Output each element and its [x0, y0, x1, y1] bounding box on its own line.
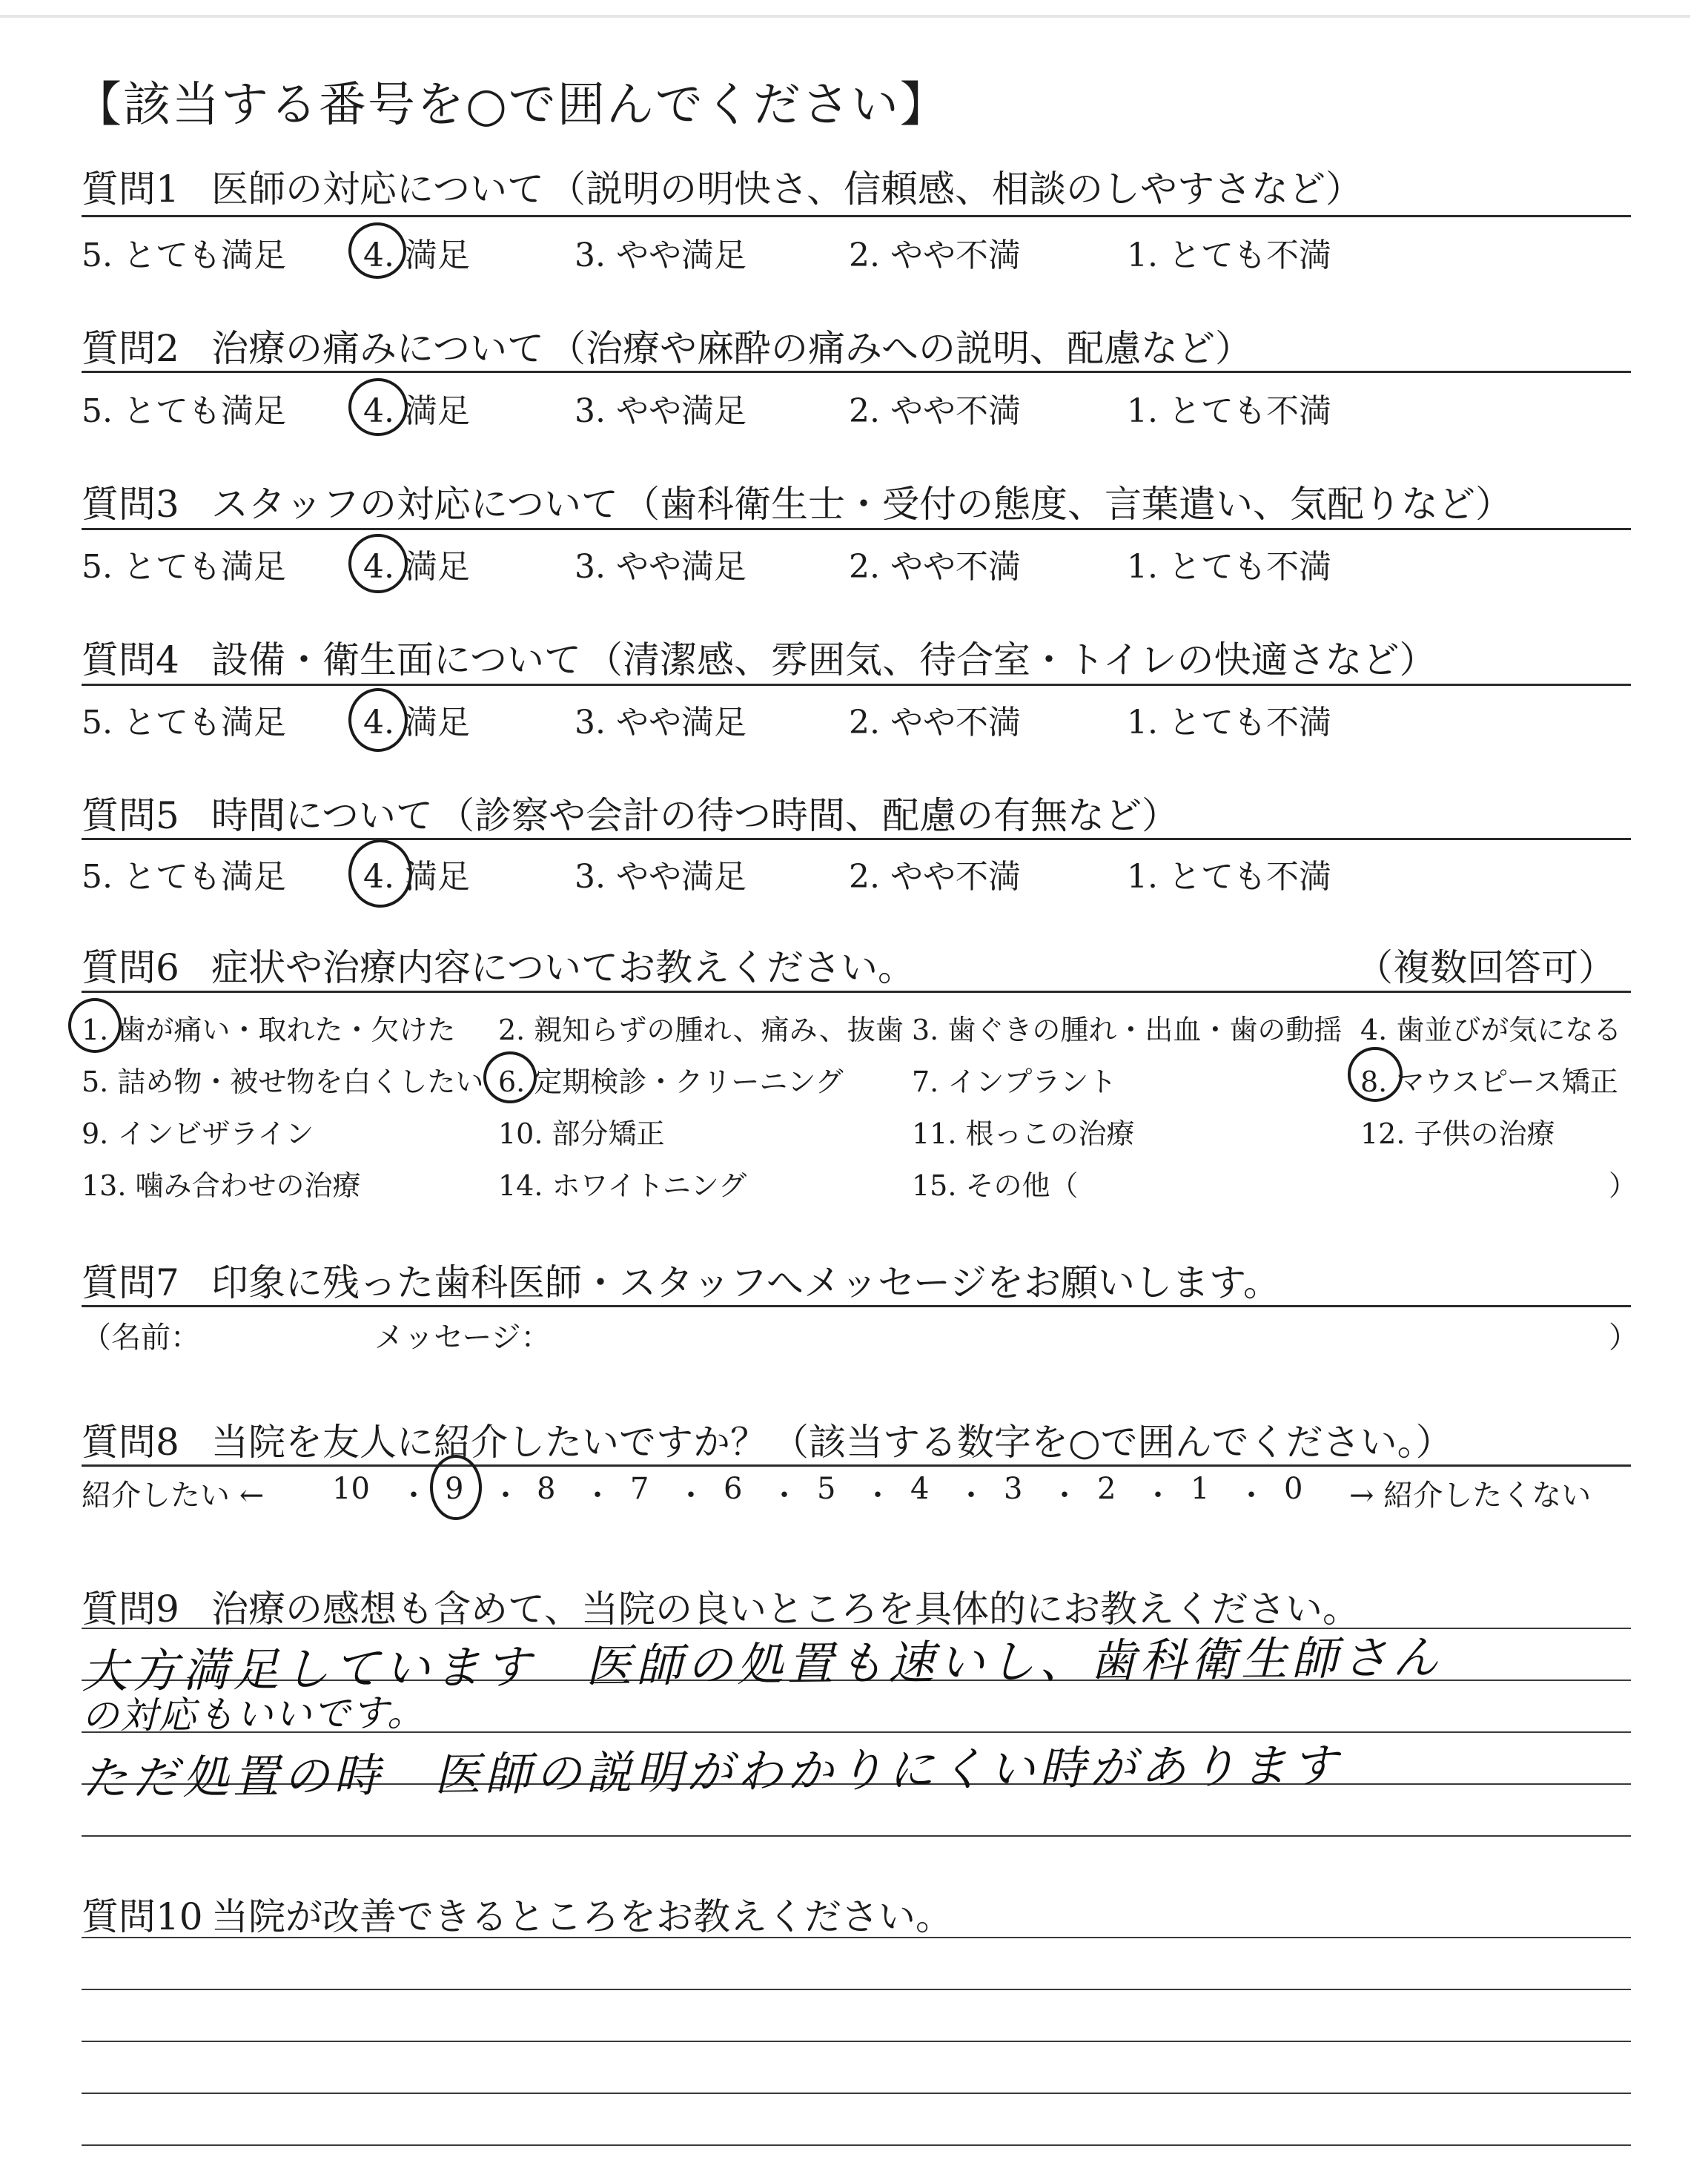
question-2 [82, 319, 1252, 372]
q6-option-12[interactable]: 12. 子供の治療 [1360, 1117, 1555, 1150]
dot-separator: ・ [1050, 1479, 1079, 1513]
q5-option-5[interactable]: 5. とても満足 [82, 858, 286, 896]
dot-separator: ・ [583, 1479, 612, 1513]
question-note: （該当する数字を○で囲んでください。） [772, 1421, 1453, 1464]
q5-option-2[interactable]: 2. やや不満 [849, 858, 1021, 896]
scan-edge [0, 15, 1690, 18]
divider [82, 838, 1631, 840]
divider [82, 1305, 1631, 1307]
q3-option-3[interactable]: 3. やや満足 [575, 548, 747, 586]
q1-option-4[interactable]: 4. 満足 [363, 237, 470, 274]
page-heading: 【該当する番号を○で囲んでください】 [74, 78, 949, 133]
q3-option-2[interactable]: 2. やや不満 [849, 548, 1021, 586]
q6-option-9[interactable]: 9. インビザライン [82, 1117, 314, 1150]
q4-option-2[interactable]: 2. やや不満 [849, 704, 1021, 742]
answer-line [82, 2041, 1631, 2042]
divider [82, 528, 1631, 530]
q6-option-10[interactable]: 10. 部分矯正 [498, 1117, 665, 1150]
question-number: 質問7 [82, 1261, 179, 1304]
divider [82, 215, 1631, 217]
question-number: 質問5 [82, 794, 179, 837]
scale-value-5[interactable]: 5 [817, 1472, 836, 1506]
answer-line [82, 1835, 1631, 1837]
dot-separator: ・ [956, 1479, 986, 1513]
q1-option-1[interactable]: 1. とても不満 [1127, 237, 1331, 274]
q6-option-5[interactable]: 5. 詰め物・被せ物を白くしたい [82, 1066, 484, 1098]
scale-value-2[interactable]: 2 [1097, 1472, 1116, 1506]
answer-circle [348, 378, 408, 436]
scale-value-0[interactable]: 0 [1284, 1472, 1303, 1506]
q6-option-13[interactable]: 13. 噛み合わせの治療 [82, 1169, 361, 1202]
answer-circle [483, 1051, 537, 1103]
question-text: 医師の対応について [211, 168, 544, 211]
question-8 [82, 1413, 1453, 1466]
q3-option-5[interactable]: 5. とても満足 [82, 548, 286, 586]
handwritten-answer-line: ただ処置の時 医師の説明がわかりにくい時があります [81, 1738, 1343, 1806]
question-number: 質問2 [82, 327, 179, 370]
question-text: 当院を友人に紹介したいですか？ [211, 1421, 767, 1464]
q6-option-7[interactable]: 7. インプラント [912, 1066, 1117, 1098]
divider [82, 991, 1631, 993]
handwritten-answer-line: の対応もいいです。 [81, 1691, 426, 1738]
q1-option-3[interactable]: 3. やや満足 [575, 237, 747, 274]
q4-option-4[interactable]: 4. 満足 [363, 704, 470, 742]
q6-option-1[interactable]: 1. 歯が痛い・取れた・欠けた [82, 1014, 456, 1046]
q5-option-4[interactable]: 4. 満足 [363, 858, 470, 896]
question-number: 質問4 [82, 638, 179, 681]
dot-separator: ・ [1143, 1479, 1173, 1513]
question-7 [82, 1253, 1280, 1307]
q1-option-2[interactable]: 2. やや不満 [849, 237, 1021, 274]
q5-option-1[interactable]: 1. とても不満 [1127, 858, 1331, 896]
q1-option-5[interactable]: 5. とても満足 [82, 237, 286, 274]
q2-option-1[interactable]: 1. とても不満 [1127, 392, 1331, 430]
question-note: （治療や麻酔の痛みへの説明、配慮など） [549, 327, 1252, 370]
divider [82, 1464, 1631, 1467]
dot-separator: ・ [399, 1479, 428, 1513]
recommend-right-label: → 紹介したくない [1349, 1479, 1592, 1513]
scale-value-8[interactable]: 8 [537, 1472, 556, 1506]
answer-circle [430, 1455, 482, 1520]
q6-option-3[interactable]: 3. 歯ぐきの腫れ・出血・歯の動揺 [912, 1014, 1343, 1046]
question-10 [82, 1887, 953, 1941]
question-text: 当院が改善できるところをお教えください。 [211, 1895, 953, 1938]
answer-circle [348, 222, 406, 279]
answer-circle [348, 839, 412, 908]
answer-circle [68, 998, 122, 1053]
answer-line [82, 1937, 1631, 1938]
question-text: 時間について [211, 794, 433, 837]
message-label: メッセージ： [374, 1321, 551, 1355]
q2-option-5[interactable]: 5. とても満足 [82, 392, 286, 430]
q4-option-1[interactable]: 1. とても不満 [1127, 704, 1331, 742]
q6-option-8[interactable]: 8. マウスピース矯正 [1360, 1066, 1618, 1098]
q6-option-11[interactable]: 11. 根っこの治療 [912, 1117, 1135, 1150]
divider [82, 371, 1631, 373]
close-paren: ） [1609, 1321, 1638, 1355]
q4-option-3[interactable]: 3. やや満足 [575, 704, 747, 742]
answer-line [82, 2093, 1631, 2094]
question-6 [82, 938, 915, 991]
q5-option-3[interactable]: 3. やや満足 [575, 858, 747, 896]
close-paren: ） [1609, 1169, 1638, 1202]
question-number: 質問10 [82, 1895, 203, 1938]
q3-option-1[interactable]: 1. とても不満 [1127, 548, 1331, 586]
handwritten-answer-line: 大方満足しています 医師の処置も速いし、歯科衛生師さん [81, 1630, 1443, 1699]
dot-separator: ・ [676, 1479, 706, 1513]
answer-line [82, 2144, 1631, 2146]
question-text: 治療の感想も含めて、当院の良いところを具体的にお教えください。 [211, 1588, 1360, 1631]
question-note: （歯科衛生士・受付の態度、言葉遣い、気配りなど） [623, 483, 1512, 526]
scale-value-10[interactable]: 10 [332, 1472, 370, 1506]
question-note: （診察や会計の待つ時間、配慮の有無など） [437, 794, 1179, 837]
question-4 [82, 630, 1437, 684]
dot-separator: ・ [863, 1479, 893, 1513]
question-3 [82, 475, 1512, 528]
dot-separator: ・ [769, 1479, 799, 1513]
answer-line [82, 1989, 1631, 1990]
scale-value-7[interactable]: 7 [630, 1472, 649, 1506]
q6-option-14[interactable]: 14. ホワイトニング [498, 1169, 747, 1202]
question-5 [82, 786, 1179, 839]
question-number: 質問3 [82, 483, 179, 526]
question-note: （説明の明快さ、信頼感、相談のしやすさなど） [549, 168, 1363, 211]
q3-option-4[interactable]: 4. 満足 [363, 548, 470, 586]
question-text: 設備・衛生面について [211, 638, 581, 681]
answer-circle [348, 534, 408, 593]
recommend-left-label: 紹介したい ← [82, 1479, 265, 1513]
divider [82, 684, 1631, 686]
question-text: 症状や治療内容についてお教えください。 [211, 946, 915, 989]
scale-value-1[interactable]: 1 [1191, 1472, 1210, 1506]
question-number: 質問6 [82, 946, 179, 989]
question-number: 質問9 [82, 1588, 179, 1631]
scale-value-9[interactable]: 9 [445, 1472, 464, 1506]
multiple-answers-note: （複数回答可） [1356, 946, 1615, 989]
q2-option-4[interactable]: 4. 満足 [363, 392, 470, 430]
question-text: 印象に残った歯科医師・スタッフへメッセージをお願いします。 [211, 1261, 1280, 1304]
scale-value-6[interactable]: 6 [724, 1472, 743, 1506]
q4-option-5[interactable]: 5. とても満足 [82, 704, 286, 742]
q6-option-6[interactable]: 6. 定期検診・クリーニング [498, 1066, 844, 1098]
dot-separator: ・ [491, 1479, 520, 1513]
question-text: スタッフの対応について [211, 483, 618, 526]
q2-option-2[interactable]: 2. やや不満 [849, 392, 1021, 430]
question-number: 質問8 [82, 1421, 179, 1464]
question-1 [82, 159, 1363, 213]
answer-circle [1348, 1047, 1403, 1102]
answer-circle [348, 688, 408, 752]
q6-option-4[interactable]: 4. 歯並びが気になる [1360, 1014, 1622, 1046]
scale-value-3[interactable]: 3 [1004, 1472, 1023, 1506]
q6-option-2[interactable]: 2. 親知らずの腫れ、痛み、抜歯 [498, 1014, 904, 1046]
q2-option-3[interactable]: 3. やや満足 [575, 392, 747, 430]
dot-separator: ・ [1237, 1479, 1266, 1513]
name-label: （名前： [82, 1321, 200, 1355]
question-text: 治療の痛みについて [211, 327, 544, 370]
scale-value-4[interactable]: 4 [910, 1472, 930, 1506]
question-number: 質問1 [82, 168, 179, 211]
q6-option-15[interactable]: 15. その他（ [912, 1169, 1079, 1202]
question-note: （清潔感、雰囲気、待合室・トイレの快適さなど） [586, 638, 1437, 681]
